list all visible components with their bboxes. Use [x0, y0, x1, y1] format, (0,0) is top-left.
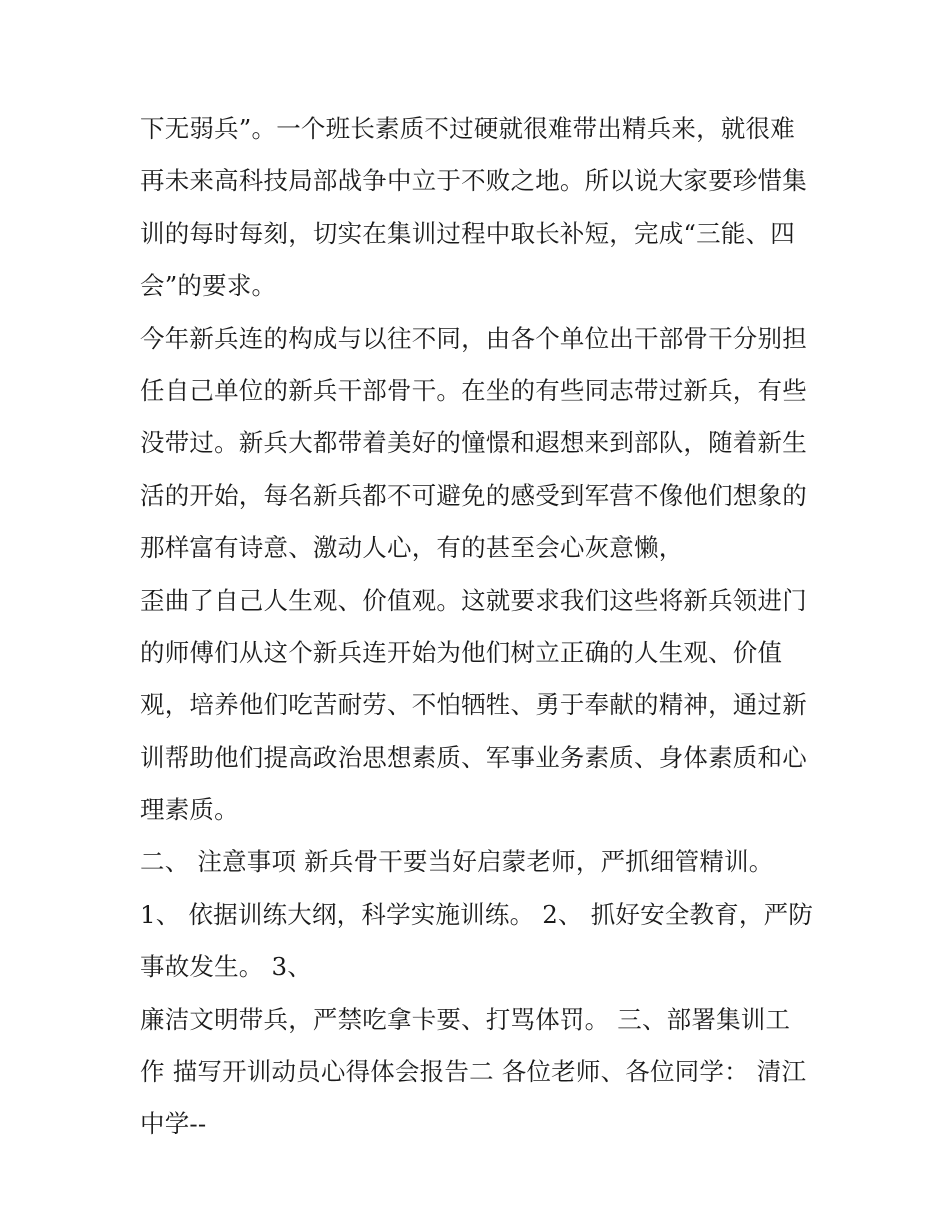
text-line: 没带过。新兵大都带着美好的憧憬和遐想来到部队，随着新生: [140, 428, 807, 458]
text-line: 中学--: [140, 1109, 207, 1139]
text-line: 作 描写开训动员心得体会报告二 各位老师、各位同学： 清江: [140, 1057, 807, 1087]
text-line: 歪曲了自己人生观、价值观。这就要求我们这些将新兵领进门: [140, 585, 807, 615]
text-line: 再未来高科技局部战争中立于不败之地。所以说大家要珍惜集: [140, 166, 807, 196]
text-line: 下无弱兵”。一个班长素质不过硬就很难带出精兵来，就很难: [140, 114, 795, 143]
text-line: 的师傅们从这个新兵连开始为他们树立正确的人生观、价值: [140, 637, 783, 667]
text-line: 1、 依据训练大纲，科学实施训练。 2、 抓好安全教育，严防: [140, 899, 814, 929]
text-line: 事故发生。 3、: [140, 952, 312, 982]
text-line: 训帮助他们提高政治思想素质、军事业务素质、身体素质和心: [140, 742, 807, 772]
text-line: 廉洁文明带兵，严禁吃拿卡要、打骂体罚。 三、部署集训工: [140, 1004, 791, 1034]
text-line: 二、 注意事项 新兵骨干要当好启蒙老师，严抓细管精训。: [140, 847, 774, 877]
text-line: 理素质。: [140, 795, 239, 825]
text-line: 观，培养他们吃苦耐劳、不怕牺牲、勇于奉献的精神，通过新: [140, 690, 807, 720]
text-line: 今年新兵连的构成与以往不同，由各个单位出干部骨干分别担: [140, 323, 807, 353]
text-line: 那样富有诗意、激动人心，有的甚至会心灰意懒，: [140, 533, 684, 563]
text-line: 训的每时每刻，切实在集训过程中取长补短，完成“三能、四: [140, 218, 795, 248]
text-line: 活的开始，每名新兵都不可避免的感受到军营不像他们想象的: [140, 480, 807, 510]
text-line: 会”的要求。: [140, 271, 277, 301]
text-line: 任自己单位的新兵干部骨干。在坐的有些同志带过新兵，有些: [140, 375, 807, 405]
document-body: [140, 103, 812, 1151]
